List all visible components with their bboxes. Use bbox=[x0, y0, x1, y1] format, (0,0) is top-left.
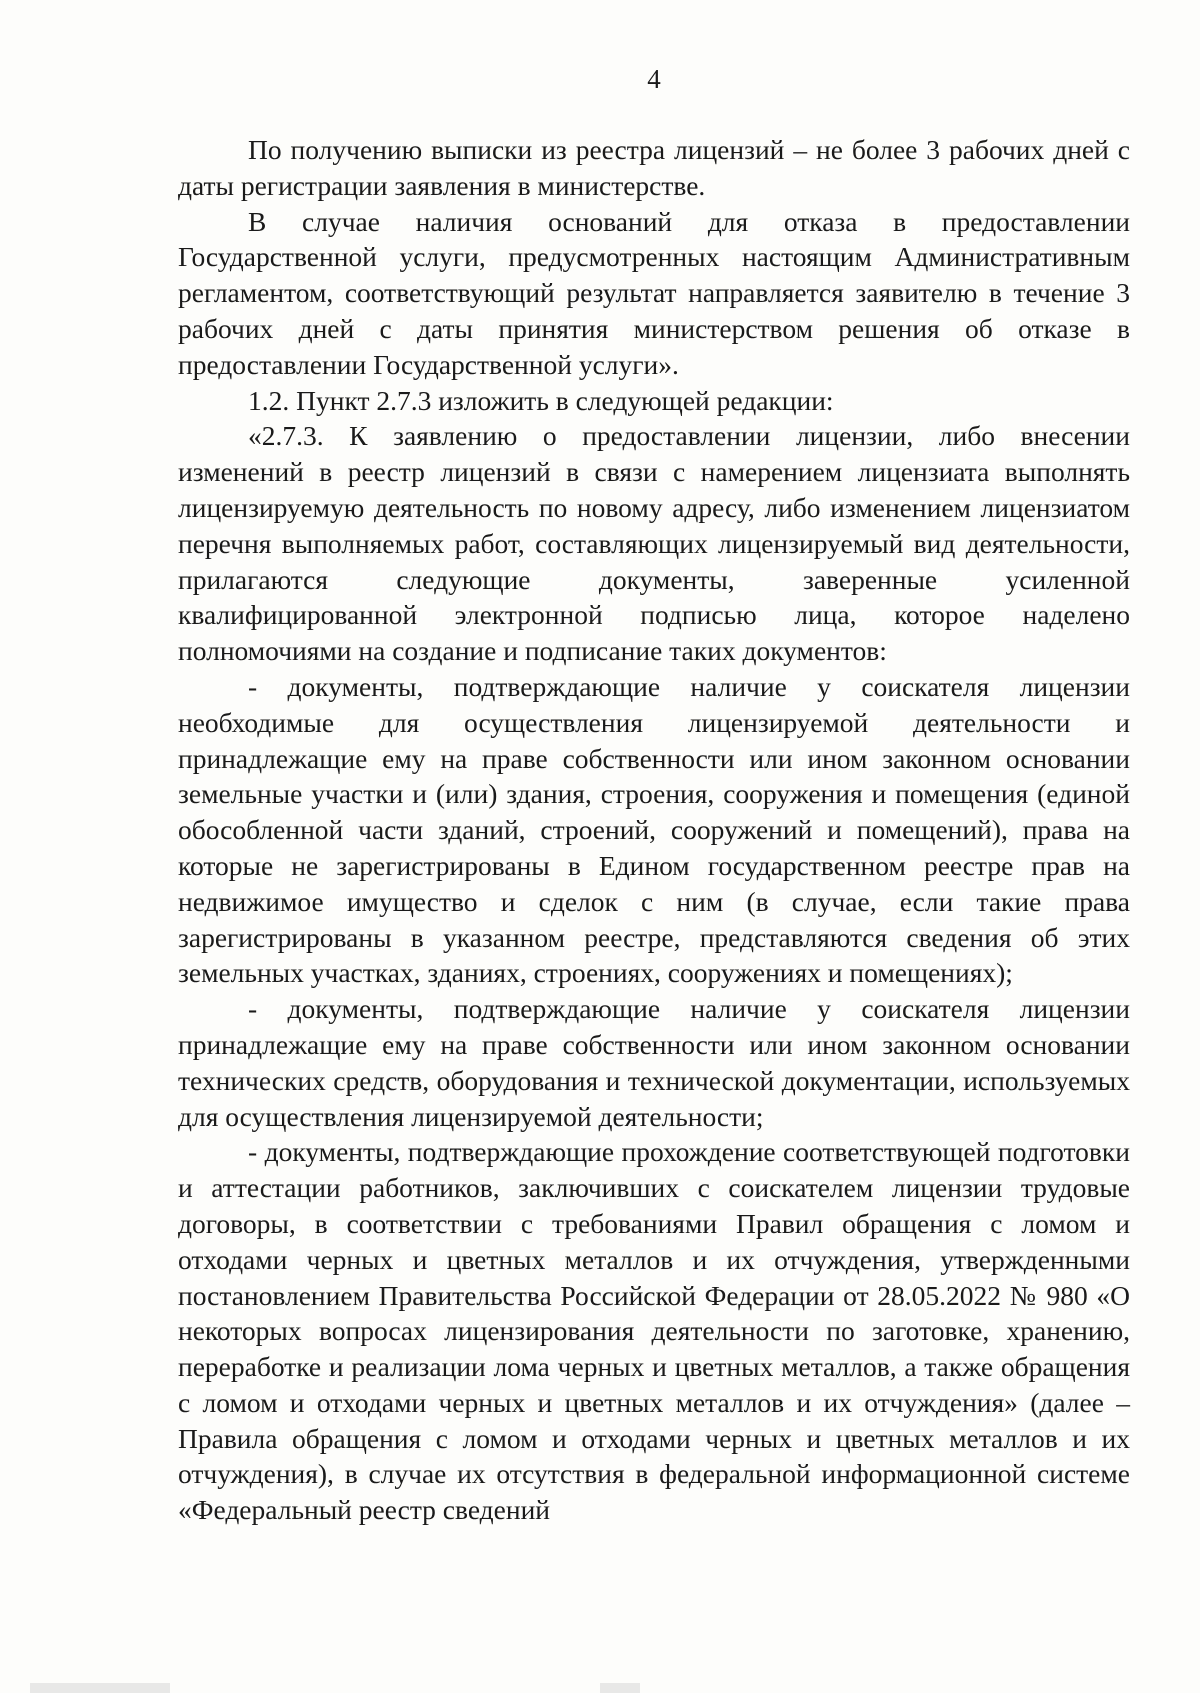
list-item-paragraph: - документы, подтверждающие наличие у соискателя лицензии принадлежащие ему на праве собственности или ином законном основании технических средств, оборудования и технической документации, используемых для осуществления лицензируемой деятельности; bbox=[178, 993, 1130, 1132]
paragraph: По получению выписки из реестра лицензий – не более 3 рабочих дней с даты регистрации заявления в министерстве. bbox=[178, 134, 1130, 201]
document-body bbox=[178, 132, 1130, 1528]
scan-edge-mark bbox=[600, 1683, 640, 1693]
paragraph: В случае наличия оснований для отказа в предоставлении Государственной услуги, предусмотренных настоящим Административным регламентом, соответствующий результат направляется заявителю в течение 3 рабочих дней с даты принятия министерством решения об отказе в предоставлении Государственной услуги». bbox=[178, 205, 1130, 380]
paragraph: «2.7.3. К заявлению о предоставлении лицензии, либо внесении изменений в реестр лицензий в связи с намерением лицензиата выполнять лицензируемую деятельность по новому адресу, либо изменением лицензиатом перечня выполняемых работ, составляющих лицензируемый вид деятельности, прилагаются следующие документы, заверенные усиленной квалифицированной электронной подписью лица, которое наделено полномочиями на создание и подписание таких документов: bbox=[178, 420, 1130, 667]
paragraph: 1.2. Пункт 2.7.3 изложить в следующей редакции: bbox=[248, 384, 834, 416]
scan-edge-mark bbox=[30, 1683, 170, 1693]
list-item-paragraph: - документы, подтверждающие наличие у соискателя лицензии необходимые для осуществления лицензируемой деятельности и принадлежащие ему на праве собственности или ином законном основании земельные участки и (или) здания, строения, сооружения и помещения (единой обособленной части зданий, строений, сооружений и помещений), права на которые не зарегистрированы в Едином государственном реестре прав на недвижимое имущество и сделок с ним (в случае, если такие права зарегистрированы в указанном реестре, представляются сведения об этих земельных участках, зданиях, строениях, сооружениях и помещениях); bbox=[178, 670, 1130, 989]
list-item-paragraph: - документы, подтверждающие прохождение соответствующей подготовки и аттестации работников, заключивших с соискателем лицензии трудовые договоры, в соответствии с требованиями Правил обращения с ломом и отходами черных и цветных металлов и их отчуждения, утвержденными постановлением Правительства Российской Федерации от 28.05.2022 № 980 «О некоторых вопросах лицензирования деятельности по заготовке, хранению, переработке и реализации лома черных и цветных металлов, а также обращения с ломом и отходами черных и цветных металлов и их отчуждения» (далее – Правила обращения с ломом и отходами черных и цветных металлов и их отчуждения), в случае их отсутствия в федеральной информационной системе «Федеральный реестр сведений bbox=[178, 1136, 1130, 1526]
page-number: 4 bbox=[647, 64, 661, 94]
